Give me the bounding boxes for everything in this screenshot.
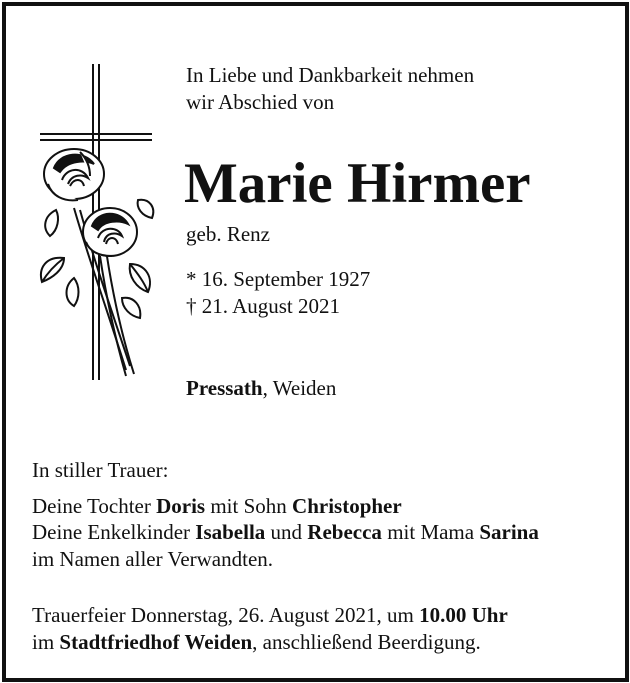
residence-other: Weiden	[272, 376, 337, 400]
life-dates	[186, 266, 370, 320]
text: und	[265, 520, 308, 544]
mourners-line-3: im Namen aller Verwandten.	[32, 546, 274, 571]
mourners-block	[32, 457, 539, 572]
residence-main: Pressath	[186, 376, 263, 400]
text: im	[32, 630, 60, 654]
maiden-name: geb. Renz	[186, 222, 270, 246]
mother-name: Sarina	[479, 520, 539, 544]
death-date: † 21. August 2021	[186, 294, 341, 318]
funeral-info	[32, 602, 508, 656]
text: mit Mama	[381, 520, 480, 544]
mourners-heading: In stiller Trauer:	[32, 458, 169, 482]
residence	[186, 375, 336, 402]
funeral-line-2	[32, 629, 508, 656]
text: Trauerfeier Donnerstag, 26. August 2021, um	[32, 603, 420, 627]
residence-separator: ,	[262, 376, 273, 400]
daughter-name: Doris	[156, 493, 206, 518]
grandson-name: Christopher	[292, 493, 402, 518]
text: , anschließend Beerdigung.	[252, 630, 481, 654]
intro-text	[186, 62, 474, 116]
cross-with-roses-icon	[34, 60, 158, 390]
deceased-name: Marie Hirmer	[184, 152, 531, 215]
funeral-location: Stadtfriedhof Weiden	[59, 630, 253, 654]
funeral-time: 10.00 Uhr	[419, 603, 508, 627]
text: Deine Enkelkinder	[32, 520, 196, 544]
text: Deine Tochter	[32, 493, 157, 518]
funeral-line-1	[32, 602, 508, 629]
intro-line-2: wir Abschied von	[186, 90, 335, 114]
text: mit Sohn	[205, 493, 293, 518]
grandchild-name-1: Isabella	[195, 520, 266, 544]
grandchild-name-2: Rebecca	[307, 520, 382, 544]
intro-line-1: In Liebe und Dankbarkeit nehmen	[186, 63, 475, 87]
mourners-line-1	[32, 493, 539, 520]
obituary-notice	[2, 2, 629, 682]
mourners-line-2	[32, 519, 539, 546]
birth-date: * 16. September 1927	[186, 267, 371, 291]
